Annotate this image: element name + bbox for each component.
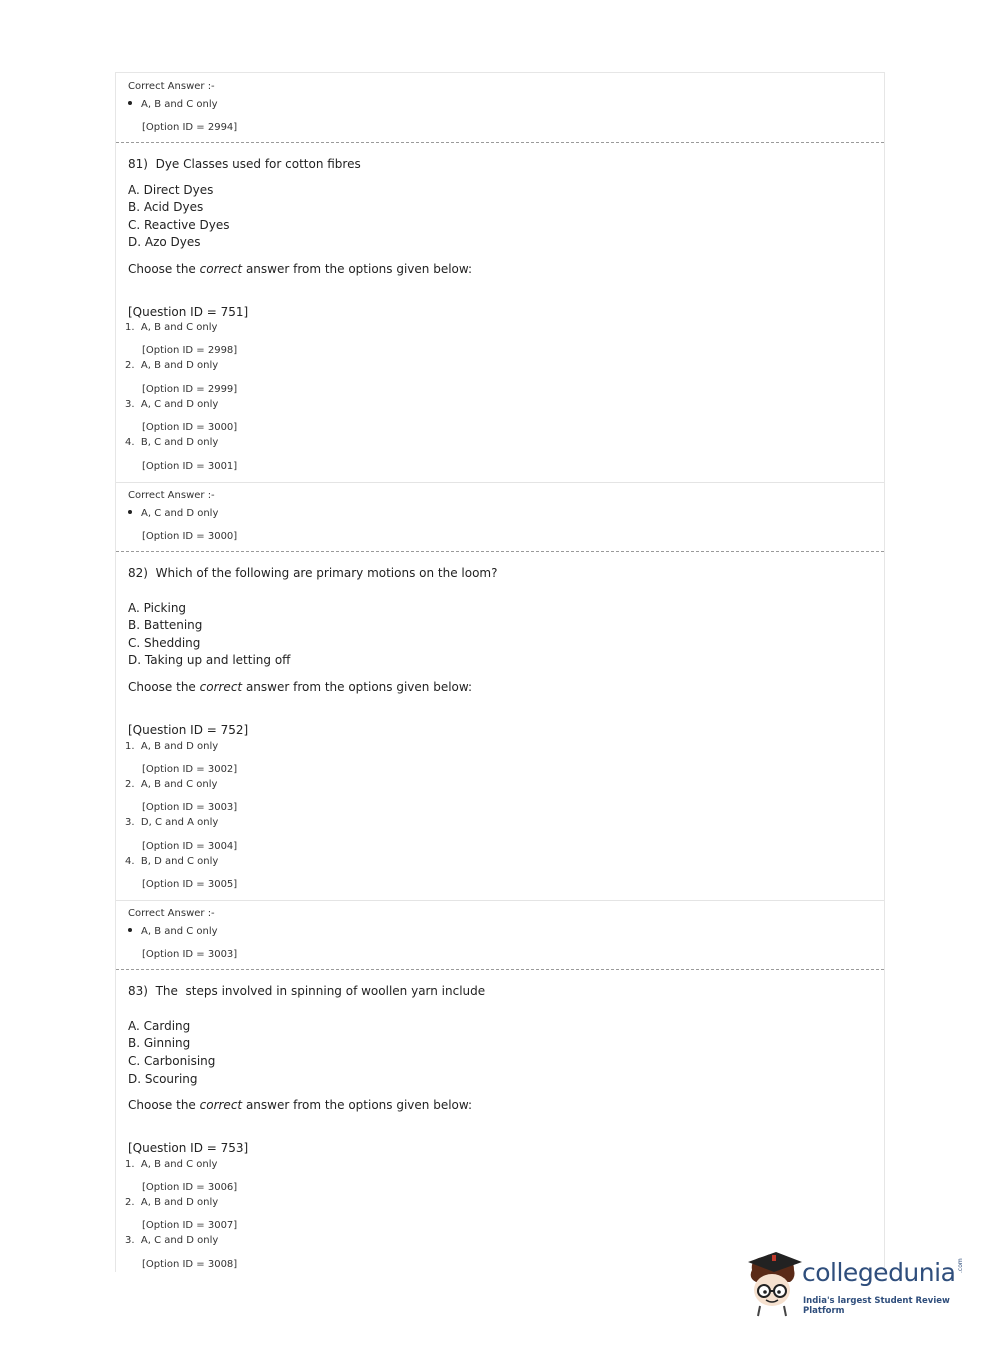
answer-divider [116,482,884,483]
logo-wordmark: collegedunia [802,1258,956,1287]
question-paper-page [115,72,885,1272]
answer-option-id: [Option ID = 3003] [142,949,238,960]
option-item: 2. A, B and D only [125,1197,219,1208]
option-item: 1. A, B and C only [125,1159,218,1170]
option-item: 4. B, C and D only [125,437,219,448]
answer-option-id: [Option ID = 3000] [142,531,238,542]
collegedunia-logo [742,1248,972,1320]
question-id: [Question ID = 751] [128,305,249,319]
option-item: 2. A, B and C only [125,779,218,790]
option-item: 3. A, C and D only [125,1235,219,1246]
option-id: [Option ID = 3003] [142,802,238,813]
option-id: [Option ID = 3008] [142,1259,238,1270]
bullet-icon [128,510,132,514]
question-text: 81) Dye Classes used for cotton fibres [128,157,361,171]
question-item: D. Azo Dyes [128,235,201,249]
option-item: 2. A, B and D only [125,360,219,371]
question-text: 83) The steps involved in spinning of woollen yarn include [128,984,486,998]
correct-answer-label: Correct Answer :- [128,908,215,919]
question-item: A. Carding [128,1019,191,1033]
question-item: B. Ginning [128,1036,191,1050]
option-id: [Option ID = 3004] [142,841,238,852]
answer-divider [116,900,884,901]
question-item: A. Direct Dyes [128,183,214,197]
question-item: C. Shedding [128,636,201,650]
question-item: B. Acid Dyes [128,200,204,214]
instruction-text: Choose the correct answer from the options given below: [128,1098,473,1112]
option-id: [Option ID = 2998] [142,345,238,356]
option-id: [Option ID = 3006] [142,1182,238,1193]
question-item: C. Reactive Dyes [128,218,230,232]
correct-answer-label: Correct Answer :- [128,81,215,92]
option-id: [Option ID = 2999] [142,384,238,395]
question-divider [116,969,884,970]
question-item: A. Picking [128,601,187,615]
question-divider [116,142,884,143]
option-id: [Option ID = 3005] [142,879,238,890]
correct-answer-label: Correct Answer :- [128,490,215,501]
option-id: [Option ID = 3001] [142,461,238,472]
option-item: 3. A, C and D only [125,399,219,410]
logo-tagline: India's largest Student Review Platform [803,1296,950,1316]
answer-option-id: [Option ID = 2994] [142,122,238,133]
question-item: D. Taking up and letting off [128,653,291,667]
option-item: 3. D, C and A only [125,817,219,828]
question-item: D. Scouring [128,1072,198,1086]
bullet-icon [128,101,132,105]
option-item: 4. B, D and C only [125,856,219,867]
option-item: 1. A, B and C only [125,322,218,333]
correct-answer: A, C and D only [128,508,218,519]
correct-answer: A, B and C only [128,99,218,110]
option-id: [Option ID = 3002] [142,764,238,775]
logo-suffix: .com [957,1258,964,1273]
question-item: C. Carbonising [128,1054,216,1068]
option-id: [Option ID = 3000] [142,422,238,433]
question-id: [Question ID = 753] [128,1141,249,1155]
option-id: [Option ID = 3007] [142,1220,238,1231]
question-divider [116,551,884,552]
option-item: 1. A, B and D only [125,741,219,752]
question-id: [Question ID = 752] [128,723,249,737]
correct-answer: A, B and C only [128,926,218,937]
mascot-icon [742,1248,804,1320]
instruction-text: Choose the correct answer from the options given below: [128,262,473,276]
instruction-text: Choose the correct answer from the options given below: [128,680,473,694]
bullet-icon [128,928,132,932]
question-item: B. Battening [128,618,203,632]
question-text: 82) Which of the following are primary motions on the loom? [128,566,498,580]
